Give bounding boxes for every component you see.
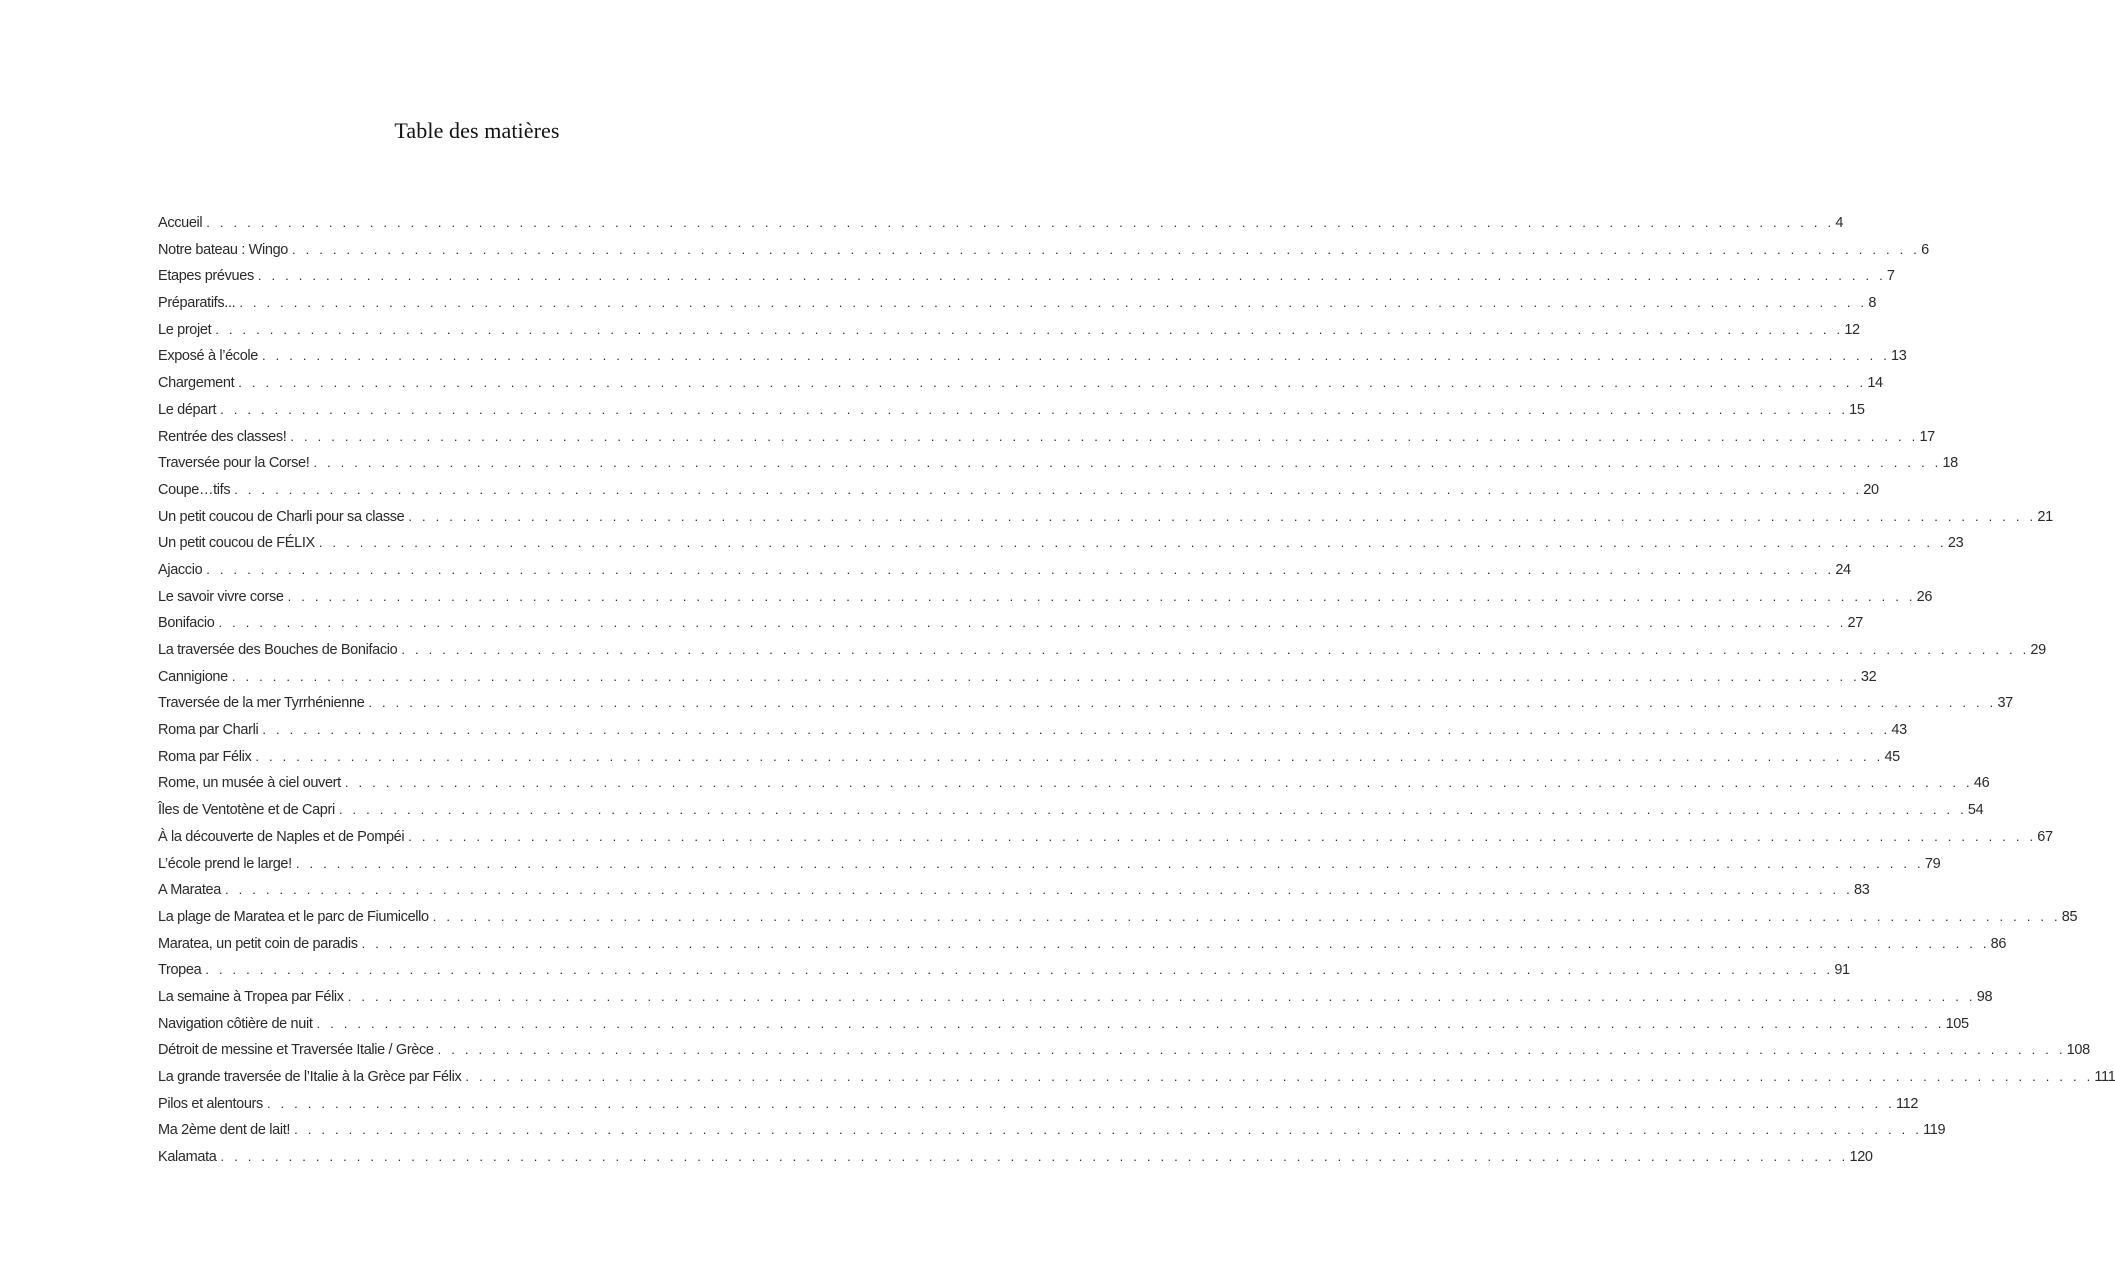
toc-entry[interactable] [158, 1037, 2090, 1064]
toc-entry-page-number: 37 [1997, 695, 2013, 712]
toc-entry-page-number: 83 [1853, 882, 1870, 899]
toc-entry-title: Un petit coucou de Charli pour sa classe [158, 508, 405, 525]
toc-entry-title: Préparatifs... [158, 295, 236, 312]
toc-dot-leader: . . . . . . . . . . . . . . . . . . . . . . . . . . . . . . . . . . . . . . . . . . . . . . . . . . . . . . . . . . . . . . . . . . . . . . . . . . . . . . . . . . . . . . . . . . . . . . . . . . . . . . . . . . . . . . . . . . . . . . . . [295, 855, 1924, 871]
toc-entry-title: A Maratea [158, 882, 221, 899]
toc-entry-title: La plage de Maratea et le parc de Fiumicello [158, 908, 429, 925]
toc-dot-leader: . . . . . . . . . . . . . . . . . . . . . . . . . . . . . . . . . . . . . . . . . . . . . . . . . . . . . . . . . . . . . . . . . . . . . . . . . . . . . . . . . . . . . . . . . . . . . . . . . . . . . . . . . . . . . . . . . . . . . . . . [224, 882, 1853, 898]
toc-entry-title: Bonifacio [158, 615, 215, 632]
toc-entry-title: Etapes prévues [158, 268, 254, 285]
toc-entry-page-number: 79 [1924, 855, 1941, 872]
toc-entry[interactable] [158, 1011, 1969, 1038]
toc-entry[interactable] [158, 744, 1900, 771]
toc-entry-title: Accueil [158, 215, 203, 231]
toc-dot-leader: . . . . . . . . . . . . . . . . . . . . . . . . . . . . . . . . . . . . . . . . . . . . . . . . . . . . . . . . . . . . . . . . . . . . . . . . . . . . . . . . . . . . . . . . . . . . . . . . . . . . . . . . . . . . . . . . . . . . . . . . [318, 535, 1947, 551]
toc-entry[interactable] [158, 717, 1907, 744]
toc-entry-title: Îles de Ventotène et de Capri [158, 802, 335, 819]
toc-entry[interactable] [158, 584, 1933, 611]
toc-dot-leader: . . . . . . . . . . . . . . . . . . . . . . . . . . . . . . . . . . . . . . . . . . . . . . . . . . . . . . . . . . . . . . . . . . . . . . . . . . . . . . . . . . . . . . . . . . . . . . . . . . . . . . . . . . . . . . . . . . . . . . . . [368, 695, 1997, 711]
toc-entry-title: Kalamata [158, 1149, 217, 1166]
toc-entry-page-number: 12 [1844, 321, 1860, 338]
toc-entry-page-number: 13 [1891, 348, 1907, 365]
toc-entry-title: Pilos et alentours [158, 1095, 263, 1112]
toc-entry-page-number: 27 [1847, 615, 1863, 632]
toc-dot-leader: . . . . . . . . . . . . . . . . . . . . . . . . . . . . . . . . . . . . . . . . . . . . . . . . . . . . . . . . . . . . . . . . . . . . . . . . . . . . . . . . . . . . . . . . . . . . . . . . . . . . . . . . . . . . . . . . . . . . . . . . [313, 455, 1942, 471]
toc-entry-page-number: 8 [1868, 295, 1877, 312]
table-of-contents [158, 210, 2115, 1171]
toc-entry-page-number: 26 [1916, 588, 1933, 605]
toc-dot-leader: . . . . . . . . . . . . . . . . . . . . . . . . . . . . . . . . . . . . . . . . . . . . . . . . . . . . . . . . . . . . . . . . . . . . . . . . . . . . . . . . . . . . . . . . . . . . . . . . . . . . . . . . . . . . . . . . . . . . . . . . [231, 668, 1860, 684]
toc-entry[interactable] [158, 237, 1929, 264]
toc-entry-title: L’école prend le large! [158, 855, 292, 872]
toc-dot-leader: . . . . . . . . . . . . . . . . . . . . . . . . . . . . . . . . . . . . . . . . . . . . . . . . . . . . . . . . . . . . . . . . . . . . . . . . . . . . . . . . . . . . . . . . . . . . . . . . . . . . . . . . . . . . . . . . . . . . . . . . [234, 481, 1863, 497]
toc-dot-leader: . . . . . . . . . . . . . . . . . . . . . . . . . . . . . . . . . . . . . . . . . . . . . . . . . . . . . . . . . . . . . . . . . . . . . . . . . . . . . . . . . . . . . . . . . . . . . . . . . . . . . . . . . . . . . . . . . . . . . . . . [215, 321, 1844, 337]
toc-entry-title: Un petit coucou de FÉLIX [158, 535, 315, 552]
toc-entry-page-number: 112 [1895, 1095, 1919, 1112]
toc-dot-leader: . . . . . . . . . . . . . . . . . . . . . . . . . . . . . . . . . . . . . . . . . . . . . . . . . . . . . . . . . . . . . . . . . . . . . . . . . . . . . . . . . . . . . . . . . . . . . . . . . . . . . . . . . . . . . . . . . . . . . . . . [347, 988, 1976, 1004]
toc-entry-title: À la découverte de Naples et de Pompéi [158, 828, 405, 845]
toc-entry-page-number: 120 [1849, 1149, 1873, 1166]
toc-entry-title: Rentrée des classes! [158, 428, 287, 445]
toc-entry[interactable] [158, 610, 1863, 637]
toc-entry-page-number: 105 [1945, 1015, 1969, 1032]
toc-entry-page-number: 14 [1867, 375, 1883, 392]
toc-entry-page-number: 29 [2030, 642, 2046, 658]
toc-entry-title: Tropea [158, 962, 202, 979]
toc-entry-title: La traversée des Bouches de Bonifacio [158, 642, 398, 658]
toc-entry-page-number: 15 [1849, 401, 1865, 418]
toc-entry-title: Notre bateau : Wingo [158, 241, 289, 258]
toc-entry-title: Ajaccio [158, 561, 203, 578]
toc-dot-leader: . . . . . . . . . . . . . . . . . . . . . . . . . . . . . . . . . . . . . . . . . . . . . . . . . . . . . . . . . . . . . . . . . . . . . . . . . . . . . . . . . . . . . . . . . . . . . . . . . . . . . . . . . . . . . . . . . . . . . . . . [338, 802, 1967, 818]
toc-entry[interactable] [158, 424, 1935, 451]
toc-dot-leader: . . . . . . . . . . . . . . . . . . . . . . . . . . . . . . . . . . . . . . . . . . . . . . . . . . . . . . . . . . . . . . . . . . . . . . . . . . . . . . . . . . . . . . . . . . . . . . . . . . . . . . . . . . . . . . . . . . . . . . . . [262, 348, 1891, 364]
toc-dot-leader: . . . . . . . . . . . . . . . . . . . . . . . . . . . . . . . . . . . . . . . . . . . . . . . . . . . . . . . . . . . . . . . . . . . . . . . . . . . . . . . . . . . . . . . . . . . . . . . . . . . . . . . . . . . . . . . . . . . . . . . . [257, 268, 1886, 284]
toc-entry[interactable] [158, 1144, 1873, 1171]
toc-entry-page-number: 67 [2037, 828, 2053, 845]
toc-entry-page-number: 20 [1863, 481, 1879, 498]
toc-entry[interactable] [158, 931, 2007, 958]
toc-dot-leader: . . . . . . . . . . . . . . . . . . . . . . . . . . . . . . . . . . . . . . . . . . . . . . . . . . . . . . . . . . . . . . . . . . . . . . . . . . . . . . . . . . . . . . . . . . . . . . . . . . . . . . . . . . . . . . . . . . . . . . . . [206, 561, 1835, 577]
toc-dot-leader: . . . . . . . . . . . . . . . . . . . . . . . . . . . . . . . . . . . . . . . . . . . . . . . . . . . . . . . . . . . . . . . . . . . . . . . . . . . . . . . . . . . . . . . . . . . . . . . . . . . . . . . . . . . . . . . . . . . . . . . . [206, 215, 1835, 230]
toc-entry[interactable] [158, 877, 1870, 904]
toc-dot-leader: . . . . . . . . . . . . . . . . . . . . . . . . . . . . . . . . . . . . . . . . . . . . . . . . . . . . . . . . . . . . . . . . . . . . . . . . . . . . . . . . . . . . . . . . . . . . . . . . . . . . . . . . . . . . . . . . . . . . . . . . [437, 1042, 2066, 1058]
toc-entry-title: Chargement [158, 375, 235, 392]
toc-entry[interactable] [158, 824, 2053, 851]
toc-entry[interactable] [158, 263, 1895, 290]
toc-entry[interactable] [158, 797, 1984, 824]
toc-dot-leader: . . . . . . . . . . . . . . . . . . . . . . . . . . . . . . . . . . . . . . . . . . . . . . . . . . . . . . . . . . . . . . . . . . . . . . . . . . . . . . . . . . . . . . . . . . . . . . . . . . . . . . . . . . . . . . . . . . . . . . . . [316, 1015, 1945, 1031]
toc-entry[interactable] [158, 1117, 1946, 1144]
toc-dot-leader: . . . . . . . . . . . . . . . . . . . . . . . . . . . . . . . . . . . . . . . . . . . . . . . . . . . . . . . . . . . . . . . . . . . . . . . . . . . . . . . . . . . . . . . . . . . . . . . . . . . . . . . . . . . . . . . . . . . . . . . . [218, 615, 1847, 631]
toc-entry-title: Rome, un musée à ciel ouvert [158, 775, 341, 792]
toc-dot-leader: . . . . . . . . . . . . . . . . . . . . . . . . . . . . . . . . . . . . . . . . . . . . . . . . . . . . . . . . . . . . . . . . . . . . . . . . . . . . . . . . . . . . . . . . . . . . . . . . . . . . . . . . . . . . . . . . . . . . . . . . [205, 962, 1834, 978]
toc-entry[interactable] [158, 770, 1990, 797]
toc-entry-page-number: 85 [2061, 908, 2078, 925]
toc-dot-leader: . . . . . . . . . . . . . . . . . . . . . . . . . . . . . . . . . . . . . . . . . . . . . . . . . . . . . . . . . . . . . . . . . . . . . . . . . . . . . . . . . . . . . . . . . . . . . . . . . . . . . . . . . . . . . . . . . . . . . . . . [401, 642, 2030, 657]
page-title: Table des matières [394, 118, 560, 143]
toc-dot-leader: . . . . . . . . . . . . . . . . . . . . . . . . . . . . . . . . . . . . . . . . . . . . . . . . . . . . . . . . . . . . . . . . . . . . . . . . . . . . . . . . . . . . . . . . . . . . . . . . . . . . . . . . . . . . . . . . . . . . . . . . [361, 935, 1990, 951]
toc-entry-page-number: 43 [1891, 722, 1907, 739]
toc-dot-leader: . . . . . . . . . . . . . . . . . . . . . . . . . . . . . . . . . . . . . . . . . . . . . . . . . . . . . . . . . . . . . . . . . . . . . . . . . . . . . . . . . . . . . . . . . . . . . . . . . . . . . . . . . . . . . . . . . . . . . . . . [255, 748, 1884, 764]
toc-dot-leader: . . . . . . . . . . . . . . . . . . . . . . . . . . . . . . . . . . . . . . . . . . . . . . . . . . . . . . . . . . . . . . . . . . . . . . . . . . . . . . . . . . . . . . . . . . . . . . . . . . . . . . . . . . . . . . . . . . . . . . . . [238, 375, 1867, 391]
toc-entry[interactable] [158, 397, 1865, 424]
toc-entry-page-number: 23 [1947, 535, 1964, 552]
toc-entry[interactable] [158, 370, 1883, 397]
toc-entry-title: Le départ [158, 401, 217, 418]
toc-entry-title: Navigation côtière de nuit [158, 1015, 313, 1032]
toc-entry-title: La semaine à Tropea par Félix [158, 988, 344, 1005]
toc-entry-page-number: 54 [1967, 802, 1984, 819]
toc-entry-page-number: 24 [1835, 561, 1851, 578]
toc-entry[interactable] [158, 1064, 2115, 1091]
toc-entry-title: Cannigione [158, 668, 228, 685]
toc-entry[interactable] [158, 343, 1907, 370]
toc-entry[interactable] [158, 690, 2013, 717]
toc-entry[interactable] [158, 664, 1877, 691]
toc-entry-title: Coupe…tifs [158, 481, 231, 498]
toc-entry[interactable] [158, 1091, 1919, 1118]
toc-dot-leader: . . . . . . . . . . . . . . . . . . . . . . . . . . . . . . . . . . . . . . . . . . . . . . . . . . . . . . . . . . . . . . . . . . . . . . . . . . . . . . . . . . . . . . . . . . . . . . . . . . . . . . . . . . . . . . . . . . . . . . . . [292, 241, 1921, 257]
toc-dot-leader: . . . . . . . . . . . . . . . . . . . . . . . . . . . . . . . . . . . . . . . . . . . . . . . . . . . . . . . . . . . . . . . . . . . . . . . . . . . . . . . . . . . . . . . . . . . . . . . . . . . . . . . . . . . . . . . . . . . . . . . . [290, 428, 1919, 444]
toc-entry-page-number: 6 [1921, 241, 1929, 258]
toc-entry-title: Le savoir vivre corse [158, 588, 284, 605]
toc-entry-title: Maratea, un petit coin de paradis [158, 935, 358, 952]
toc-entry[interactable] [158, 957, 1850, 984]
toc-entry-title: Roma par Félix [158, 748, 252, 765]
toc-entry-page-number: 108 [2066, 1042, 2090, 1059]
toc-entry-page-number: 18 [1942, 455, 1958, 472]
toc-dot-leader: . . . . . . . . . . . . . . . . . . . . . . . . . . . . . . . . . . . . . . . . . . . . . . . . . . . . . . . . . . . . . . . . . . . . . . . . . . . . . . . . . . . . . . . . . . . . . . . . . . . . . . . . . . . . . . . . . . . . . . . . [432, 908, 2061, 924]
toc-entry-page-number: 111 [2094, 1069, 2115, 1085]
toc-entry-page-number: 119 [1923, 1122, 1946, 1139]
toc-entry[interactable] [158, 290, 1877, 317]
toc-entry[interactable] [158, 984, 1993, 1011]
toc-entry-page-number: 4 [1835, 215, 1844, 231]
toc-dot-leader: . . . . . . . . . . . . . . . . . . . . . . . . . . . . . . . . . . . . . . . . . . . . . . . . . . . . . . . . . . . . . . . . . . . . . . . . . . . . . . . . . . . . . . . . . . . . . . . . . . . . . . . . . . . . . . . . . . . . . . . . [220, 401, 1849, 417]
toc-entry-title: Détroit de messine et Traversée Italie / Grèce [158, 1042, 434, 1059]
toc-entry-title: Exposé à l’école [158, 348, 258, 365]
toc-entry-page-number: 17 [1919, 428, 1935, 445]
toc-dot-leader: . . . . . . . . . . . . . . . . . . . . . . . . . . . . . . . . . . . . . . . . . . . . . . . . . . . . . . . . . . . . . . . . . . . . . . . . . . . . . . . . . . . . . . . . . . . . . . . . . . . . . . . . . . . . . . . . . . . . . . . . [239, 295, 1868, 311]
toc-entry-title: Roma par Charli [158, 722, 259, 739]
toc-entry[interactable] [158, 530, 1964, 557]
toc-entry-page-number: 21 [2037, 508, 2053, 525]
toc-entry[interactable] [158, 477, 1879, 504]
toc-entry-page-number: 45 [1884, 748, 1900, 765]
toc-entry-page-number: 7 [1886, 268, 1895, 285]
toc-entry[interactable] [158, 317, 1860, 344]
toc-dot-leader: . . . . . . . . . . . . . . . . . . . . . . . . . . . . . . . . . . . . . . . . . . . . . . . . . . . . . . . . . . . . . . . . . . . . . . . . . . . . . . . . . . . . . . . . . . . . . . . . . . . . . . . . . . . . . . . . . . . . . . . . [465, 1069, 2094, 1084]
toc-dot-leader: . . . . . . . . . . . . . . . . . . . . . . . . . . . . . . . . . . . . . . . . . . . . . . . . . . . . . . . . . . . . . . . . . . . . . . . . . . . . . . . . . . . . . . . . . . . . . . . . . . . . . . . . . . . . . . . . . . . . . . . . [262, 722, 1891, 738]
toc-dot-leader: . . . . . . . . . . . . . . . . . . . . . . . . . . . . . . . . . . . . . . . . . . . . . . . . . . . . . . . . . . . . . . . . . . . . . . . . . . . . . . . . . . . . . . . . . . . . . . . . . . . . . . . . . . . . . . . . . . . . . . . . [287, 588, 1916, 604]
toc-dot-leader: . . . . . . . . . . . . . . . . . . . . . . . . . . . . . . . . . . . . . . . . . . . . . . . . . . . . . . . . . . . . . . . . . . . . . . . . . . . . . . . . . . . . . . . . . . . . . . . . . . . . . . . . . . . . . . . . . . . . . . . . [220, 1149, 1849, 1165]
toc-entry-title: Traversée de la mer Tyrrhénienne [158, 695, 365, 712]
toc-entry-page-number: 32 [1860, 668, 1877, 685]
toc-entry-page-number: 86 [1990, 935, 2007, 952]
toc-entry-title: Traversée pour la Corse! [158, 455, 310, 472]
toc-entry[interactable] [158, 210, 1844, 237]
toc-dot-leader: . . . . . . . . . . . . . . . . . . . . . . . . . . . . . . . . . . . . . . . . . . . . . . . . . . . . . . . . . . . . . . . . . . . . . . . . . . . . . . . . . . . . . . . . . . . . . . . . . . . . . . . . . . . . . . . . . . . . . . . . [266, 1095, 1895, 1111]
toc-entry-page-number: 91 [1834, 962, 1850, 979]
toc-entry-title: Le projet [158, 321, 212, 338]
toc-entry-page-number: 98 [1976, 988, 1993, 1005]
toc-entry[interactable] [158, 637, 2046, 664]
toc-entry-title: Ma 2ème dent de lait! [158, 1122, 291, 1139]
toc-entry-title: La grande traversée de l’Italie à la Grèce par Félix [158, 1069, 462, 1085]
toc-dot-leader: . . . . . . . . . . . . . . . . . . . . . . . . . . . . . . . . . . . . . . . . . . . . . . . . . . . . . . . . . . . . . . . . . . . . . . . . . . . . . . . . . . . . . . . . . . . . . . . . . . . . . . . . . . . . . . . . . . . . . . . . [344, 775, 1973, 791]
toc-entry[interactable] [158, 504, 2053, 531]
toc-entry[interactable] [158, 904, 2078, 931]
toc-dot-leader: . . . . . . . . . . . . . . . . . . . . . . . . . . . . . . . . . . . . . . . . . . . . . . . . . . . . . . . . . . . . . . . . . . . . . . . . . . . . . . . . . . . . . . . . . . . . . . . . . . . . . . . . . . . . . . . . . . . . . . . . [294, 1122, 1923, 1138]
toc-dot-leader: . . . . . . . . . . . . . . . . . . . . . . . . . . . . . . . . . . . . . . . . . . . . . . . . . . . . . . . . . . . . . . . . . . . . . . . . . . . . . . . . . . . . . . . . . . . . . . . . . . . . . . . . . . . . . . . . . . . . . . . . [408, 508, 2037, 524]
toc-entry[interactable] [158, 851, 1941, 878]
toc-dot-leader: . . . . . . . . . . . . . . . . . . . . . . . . . . . . . . . . . . . . . . . . . . . . . . . . . . . . . . . . . . . . . . . . . . . . . . . . . . . . . . . . . . . . . . . . . . . . . . . . . . . . . . . . . . . . . . . . . . . . . . . . [408, 828, 2037, 844]
toc-entry-page-number: 46 [1973, 775, 1990, 792]
toc-entry[interactable] [158, 450, 1958, 477]
toc-entry[interactable] [158, 557, 1851, 584]
